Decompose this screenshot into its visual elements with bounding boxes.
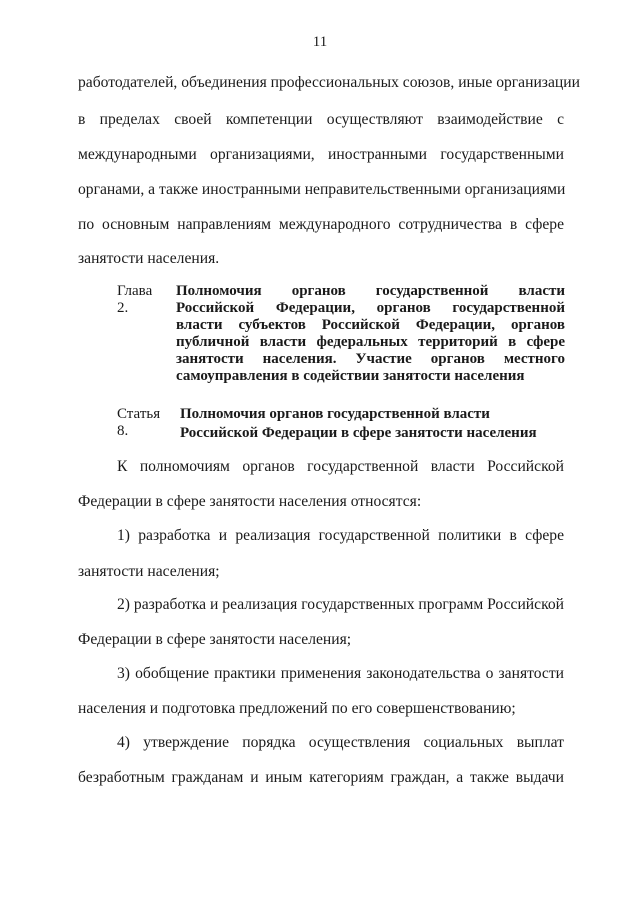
text-line: в пределах своей компетенции осуществляют взаимодействие с xyxy=(78,111,564,128)
chapter-label: Глава 2. xyxy=(117,283,153,316)
text-line: Федерации в сфере занятости населения; xyxy=(78,631,352,648)
page-number: 11 xyxy=(312,34,328,50)
text-line: К полномочиям органов государственной власти Российской xyxy=(117,458,564,475)
article-title-line: Российской Федерации в сфере занятости населения xyxy=(180,425,537,441)
text-line: по основным направлениям международного сотрудничества в сфере xyxy=(78,216,564,233)
chapter-title-line: Российской Федерации, органов государственной xyxy=(176,300,565,316)
chapter-title-line: Полномочия органов государственной власти xyxy=(176,283,565,299)
text-line: Федерации в сфере занятости населения относятся: xyxy=(78,493,422,510)
text-line: занятости населения. xyxy=(78,250,220,267)
article-label: Статья 8. xyxy=(117,406,161,439)
text-line: 1) разработка и реализация государственной политики в сфере xyxy=(117,527,564,544)
text-line: 3) обобщение практики применения законодательства о занятости xyxy=(117,665,564,682)
text-line: работодателей, объединения профессиональных союзов, иные организации xyxy=(78,74,580,91)
text-line: населения и подготовка предложений по его совершенствованию; xyxy=(78,700,516,717)
chapter-title-line: власти субъектов Российской Федерации, органов xyxy=(176,317,565,333)
text-line: международными организациями, иностранными государственными xyxy=(78,146,564,163)
chapter-title-line: самоуправления в содействии занятости населения xyxy=(176,368,525,384)
article-title-line: Полномочия органов государственной власти xyxy=(180,406,490,422)
text-line: органами, а также иностранными неправительственными организациями xyxy=(78,181,566,198)
text-line: 2) разработка и реализация государственных программ Российской xyxy=(117,596,564,613)
text-line: занятости населения; xyxy=(78,563,220,580)
chapter-title-line: занятости населения. Участие органов местного xyxy=(176,351,565,367)
text-line: 4) утверждение порядка осуществления социальных выплат xyxy=(117,734,564,751)
text-line: безработным гражданам и иным категориям граждан, а также выдачи xyxy=(78,769,564,786)
chapter-title-line: публичной власти федеральных территорий в сфере xyxy=(176,334,565,350)
